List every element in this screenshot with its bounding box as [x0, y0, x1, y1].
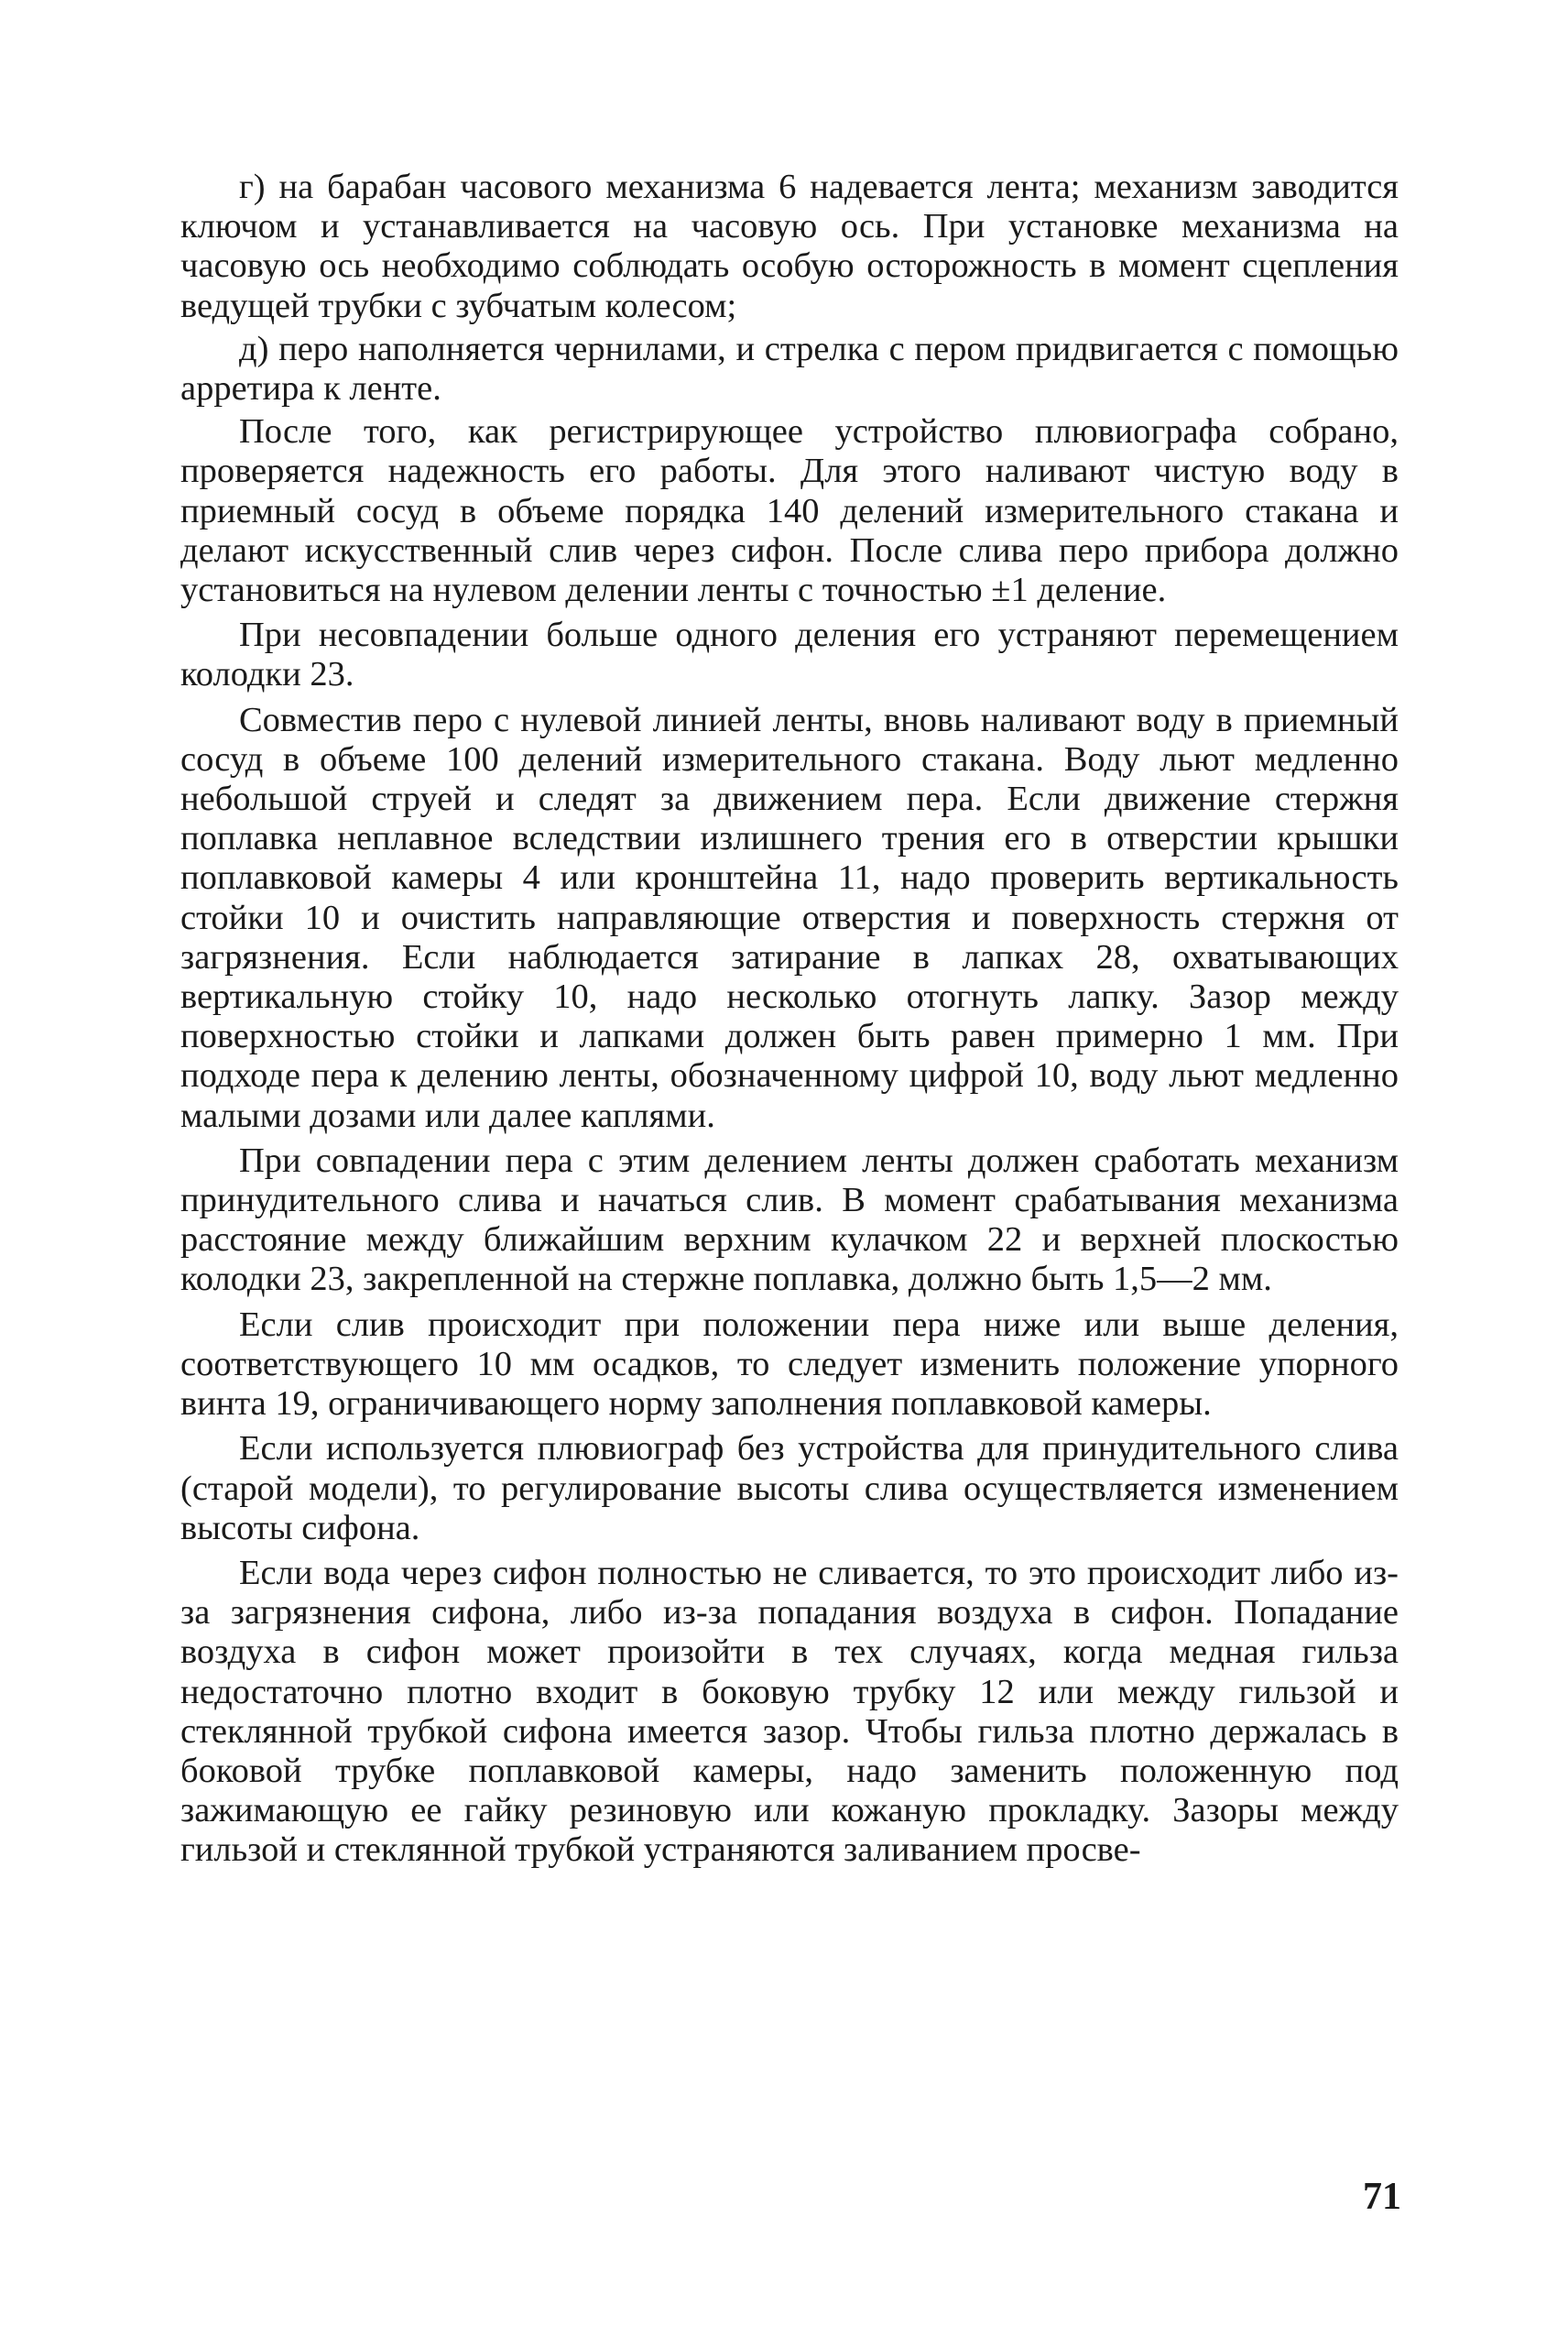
paragraph-siphon-air: Если вода через сифон полностью не сливается, то это происходит либо из-за загрязнения сифона, либо из-за попадания воздуха в сифон. Попадание воздуха в сифон может произойти в тех случаях, когда медная гильза недостаточно плотно входит в боковую трубку 12 или между гильзой и стеклянной трубкой сифона имеется зазор. Чтобы гильза плотно держалась в боковой трубке поплавковой камеры, надо заменить положенную под зажимающую ее гайку резиновую или кожаную прокладку. Зазоры между гильзой и стеклянной трубкой устраняются заливанием просве-: [180, 1553, 1399, 1870]
page-number: 71: [1363, 2176, 1401, 2218]
paragraph-pen-movement: Совместив перо с нулевой линией ленты, вновь наливают воду в приемный сосуд в объеме 100 делений измерительного стакана. Воду льют медленно небольшой струей и следят за движением пера. Если движение стержня поплавка неплавное вследствии излишнего трения его в отверстии крышки поплавковой камеры 4 или кронштейна 11, надо проверить вертикальность стойки 10 и очистить направляющие отверстия и поверхность стержня от загрязнения. Если наблюдается затирание в лапках 28, охватывающих вертикальную стойку 10, надо несколько отогнуть лапку. Зазор между поверхностью стойки и лапками должен быть равен примерно 1 мм. При подходе пера к делению ленты, обозначенному цифрой 10, воду льют медленно малыми дозами или далее каплями.: [180, 700, 1399, 1135]
paragraph-old-model: Если используется плювиограф без устройства для принудительного слива (старой модели), то регулирование высоты слива осуществляется изменением высоты сифона.: [180, 1429, 1399, 1547]
paragraph-reliability-check: После того, как регистрирующее устройство плювиографа собрано, проверяется надежность его работы. Для этого наливают чистую воду в приемный сосуд в объеме порядка 140 делений измерительного стакана и делают искусственный слив через сифон. После слива перо прибора должно установиться на нулевом делении ленты с точностью ±1 деление.: [180, 412, 1399, 610]
paragraph-assembly-step-g: г) на барабан часового механизма 6 надевается лента; механизм заводится ключом и устанавливается на часовую ось. При установке механизма на часовую ось необходимо соблюдать особую осторожность в момент сцепления ведущей трубки с зубчатым колесом;: [180, 168, 1399, 325]
page-body: [180, 168, 1399, 1876]
paragraph-forced-drain: При совпадении пера с этим делением ленты должен сработать механизм принудительного слива и начаться слив. В момент срабатывания механизма расстояние между ближайшим верхним кулачком 22 и верхней плоскостью колодки 23, закрепленной на стержне поплавка, должно быть 1,5—2 мм.: [180, 1141, 1399, 1299]
paragraph-mismatch-correction: При несовпадении больше одного деления его устраняют перемещением колодки 23.: [180, 616, 1399, 694]
paragraph-drain-level-adjust: Если слив происходит при положении пера ниже или выше деления, соответствующего 10 мм осадков, то следует изменить положение упорного винта 19, ограничивающего норму заполнения поплавковой камеры.: [180, 1305, 1399, 1424]
paragraph-assembly-step-d: д) перо наполняется чернилами, и стрелка с пером придвигается с помощью арретира к ленте.: [180, 329, 1399, 409]
